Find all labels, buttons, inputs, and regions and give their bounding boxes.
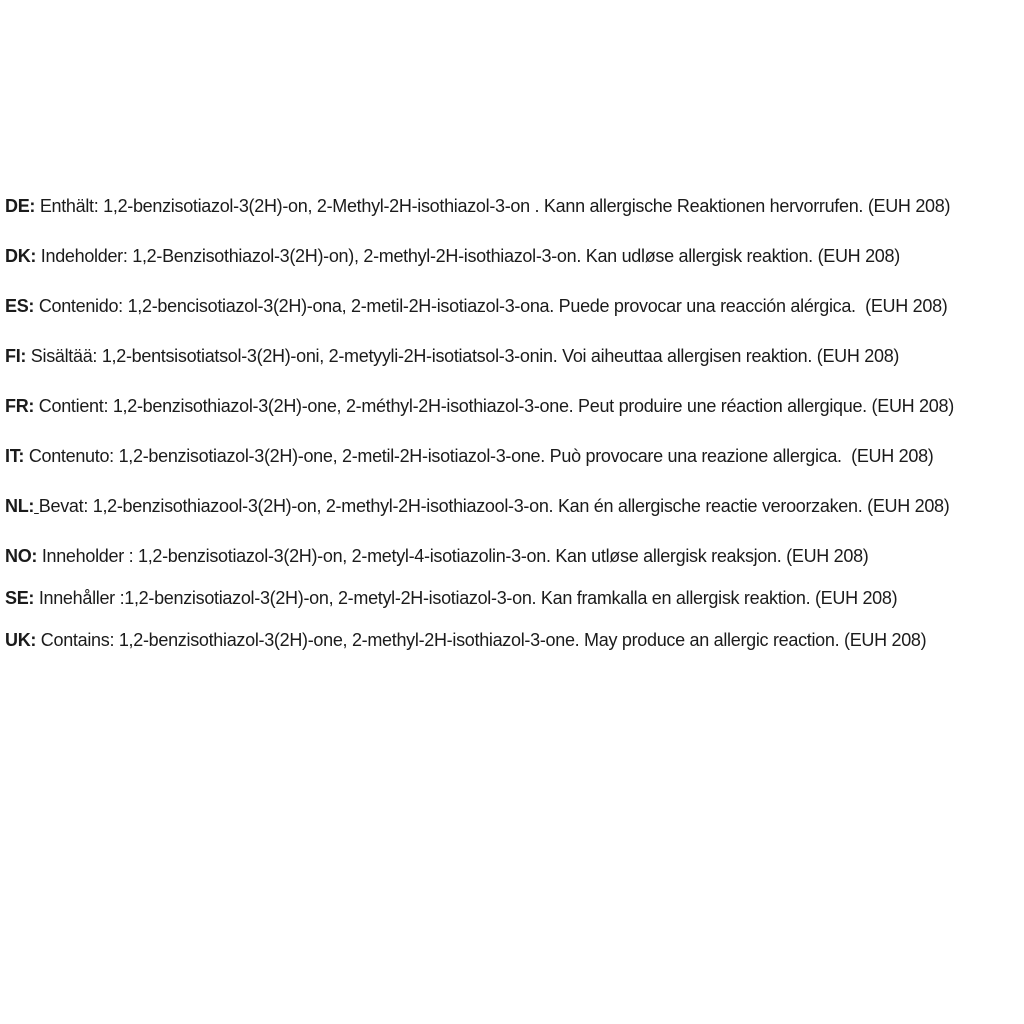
statement-es: [5, 292, 1022, 320]
statement-de: [5, 192, 1022, 220]
statement-text: Enthält: 1,2-benzisotiazol-3(2H)-on, 2-Methyl-2H-isothiazol-3-on . Kann allergische Reaktionen hervorrufen. (EUH 208): [39, 196, 951, 216]
language-label: SE:: [5, 588, 35, 608]
statement-text: Bevat: 1,2-benzisothiazool-3(2H)-on, 2-methyl-2H-isothiazool-3-on. Kan én allergische reactie veroorzaken. (EUH 208): [38, 496, 950, 516]
statement-dk: [5, 242, 1022, 270]
statement-text: Contient: 1,2-benzisothiazol-3(2H)-one, 2-méthyl-2H-isothiazol-3-one. Peut produire une réaction allergique. (EUH 208): [38, 396, 954, 416]
statement-text: Indeholder: 1,2-Benzisothiazol-3(2H)-on), 2-methyl-2H-isothiazol-3-on. Kan udløse allergisk reaktion. (EUH 208): [40, 246, 900, 266]
statement-text: Innehåller :1,2-benzisotiazol-3(2H)-on, 2-metyl-2H-isotiazol-3-on. Kan framkalla en allergisk reaktion. (EUH 208): [38, 588, 898, 608]
statement-fr: [5, 392, 1022, 420]
statement-no: [5, 542, 1022, 570]
statement-it: [5, 442, 1022, 470]
statement-uk: [5, 626, 1022, 654]
language-label: UK:: [5, 630, 37, 650]
statement-nl: [5, 492, 1022, 520]
language-label: DE:: [5, 196, 36, 216]
language-label: DK:: [5, 246, 37, 266]
language-label: NL:: [5, 496, 35, 516]
language-label: FI:: [5, 346, 27, 366]
language-label: ES:: [5, 296, 35, 316]
statement-fi: [5, 342, 1022, 370]
statement-text: Contains: 1,2-benzisothiazol-3(2H)-one, 2-methyl-2H-isothiazol-3-one. May produce an allergic reaction. (EUH 208): [40, 630, 927, 650]
statement-se: [5, 584, 1022, 612]
language-label: IT:: [5, 446, 25, 466]
language-label: FR:: [5, 396, 35, 416]
language-label: NO:: [5, 546, 38, 566]
statement-text: Sisältää: 1,2-bentsisotiatsol-3(2H)-oni, 2-metyyli-2H-isotiatsol-3-onin. Voi aiheuttaa allergisen reaktion. (EUH 208): [30, 346, 900, 366]
statement-text: Contenido: 1,2-bencisotiazol-3(2H)-ona, 2-metil-2H-isotiazol-3-ona. Puede provocar una reacción alérgica. (EUH 208): [38, 296, 948, 316]
statement-text: Contenuto: 1,2-benzisotiazol-3(2H)-one, 2-metil-2H-isotiazol-3-one. Può provocare una reazione allergica. (EUH 208): [28, 446, 934, 466]
statement-text: Inneholder : 1,2-benzisotiazol-3(2H)-on, 2-metyl-4-isotiazolin-3-on. Kan utløse allergisk reaksjon. (EUH 208): [41, 546, 869, 566]
